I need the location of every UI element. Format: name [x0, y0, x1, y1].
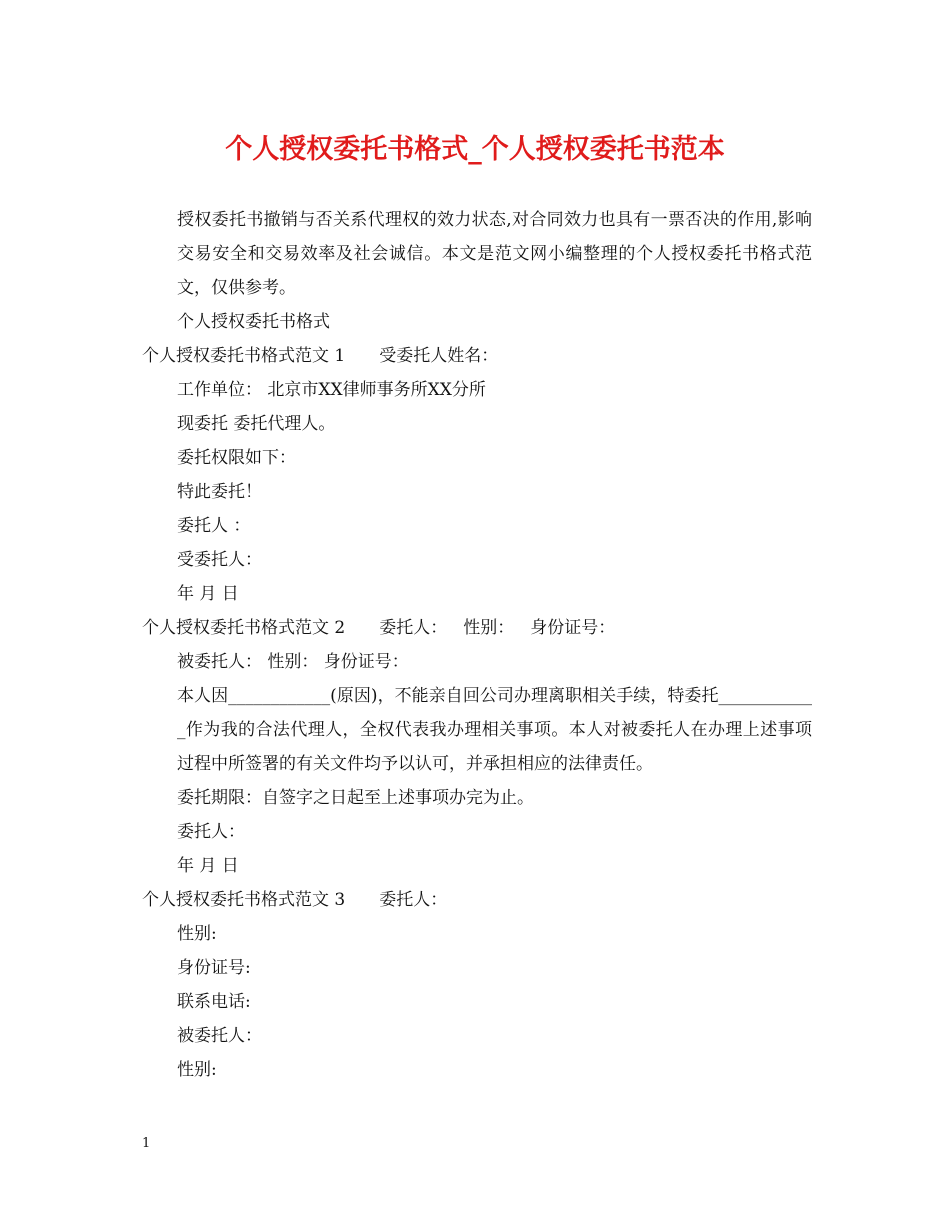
sample2-period: 委托期限：自签字之日起至上述事项办完为止。 — [177, 788, 534, 808]
sample2-heading-line — [142, 611, 812, 645]
sample2-field2: 性别： — [463, 618, 515, 638]
section-heading: 个人授权委托书格式 — [177, 312, 330, 332]
sample3-gender: 性别: — [177, 924, 217, 944]
sample1-scope: 委托权限如下： — [177, 448, 296, 468]
sample2-body: 本人因____________(原因)，不能亲自回公司办理离职相关手续，特委托____________作为我的合法代理人，全权代表我办理相关事项。本人对被委托人在办理上述事项过程中所签署的有关文件均予以认可，并承担相应的法律责任。 — [177, 686, 812, 774]
sample1-hereby: 特此委托！ — [177, 482, 262, 502]
document-title: 个人授权委托书格式_个人授权委托书范本 — [225, 134, 725, 165]
sample3-id-number: 身份证号: — [177, 958, 251, 978]
sample2-field1: 委托人： — [379, 618, 448, 638]
sample1-field: 受委托人姓名： — [379, 346, 499, 366]
sample2-field3: 身份证号： — [530, 618, 616, 638]
sample3-gender2: 性别: — [177, 1060, 217, 1080]
sample3-phone: 联系电话: — [177, 992, 251, 1012]
sample1-date: 年 月 日 — [177, 584, 239, 604]
sample3-heading-line — [142, 883, 812, 917]
sample2-agent-line: 被委托人： 性别： 身份证号： — [177, 652, 409, 672]
sample1-work-unit: 工作单位： 北京市XX律师事务所XX分所 — [177, 380, 486, 400]
sample3-field: 委托人： — [379, 890, 448, 910]
sample2-label: 个人授权委托书格式范文 2 — [142, 618, 346, 638]
page-number: 1 — [142, 1136, 151, 1151]
sample3-agent: 被委托人： — [177, 1026, 262, 1046]
sample1-principal: 委托人 ： — [177, 516, 251, 536]
sample1-label: 个人授权委托书格式范文 1 — [142, 346, 346, 366]
sample1-agent: 受委托人： — [177, 550, 262, 570]
sample3-label: 个人授权委托书格式范文 3 — [142, 890, 346, 910]
sample2-principal: 委托人： — [177, 822, 245, 842]
sample1-heading-line — [142, 339, 812, 373]
document-body — [142, 203, 812, 1087]
sample1-entrust: 现委托 委托代理人。 — [177, 414, 336, 434]
sample2-date: 年 月 日 — [177, 856, 239, 876]
intro-paragraph: 授权委托书撤销与否关系代理权的效力状态,对合同效力也具有一票否决的作用,影响交易安全和交易效率及社会诚信。本文是范文网小编整理的个人授权委托书格式范文，仅供参考。 — [177, 210, 812, 298]
